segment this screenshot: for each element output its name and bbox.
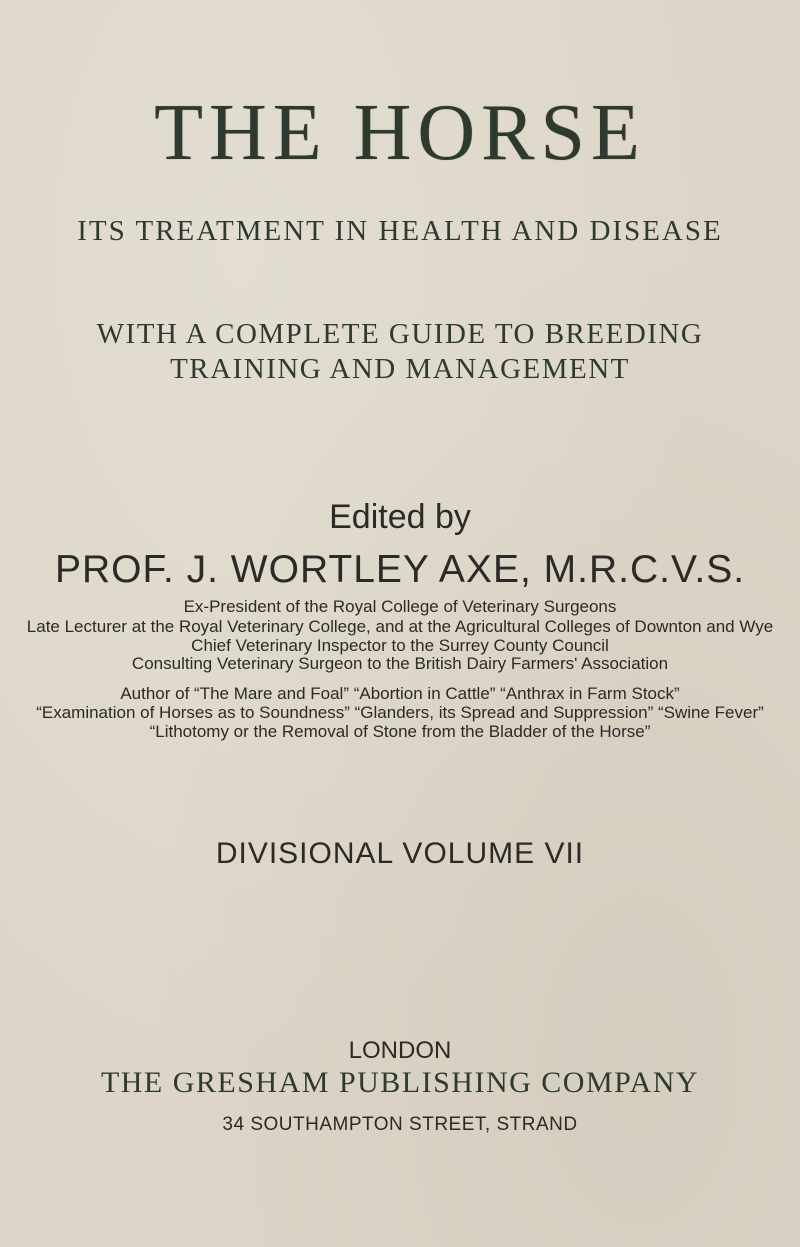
credential-line: Late Lecturer at the Royal Veterinary College, and at the Agricultural Colleges of Downton and Wye (26, 617, 774, 636)
credential-line: Chief Veterinary Inspector to the Surrey County Council (191, 636, 609, 655)
authorship-line: “Lithotomy or the Removal of Stone from the Bladder of the Horse” (149, 722, 651, 741)
imprint-publisher: THE GRESHAM PUBLISHING COMPANY (100, 1066, 700, 1099)
volume-label: DIVISIONAL VOLUME VII (215, 837, 585, 870)
book-title: THE HORSE (154, 89, 646, 177)
guide-line-1: WITH A COMPLETE GUIDE TO BREEDING (96, 318, 704, 350)
credential-line: Consulting Veterinary Surgeon to the British Dairy Farmers' Association (131, 654, 669, 673)
imprint-city: LONDON (348, 1037, 452, 1064)
authorship-line: “Examination of Horses as to Soundness” “Glanders, its Spread and Suppression” “Swine Fever” (36, 703, 764, 722)
edited-by-label: Edited by (329, 498, 471, 536)
credential-line: Ex-President of the Royal College of Veterinary Surgeons (183, 597, 617, 616)
authorship-line: Author of “The Mare and Foal” “Abortion in Cattle” “Anthrax in Farm Stock” (120, 684, 680, 703)
guide-line-2: TRAINING AND MANAGEMENT (170, 353, 630, 385)
imprint-address: 34 SOUTHAMPTON STREET, STRAND (222, 1114, 578, 1135)
book-subtitle: ITS TREATMENT IN HEALTH AND DISEASE (77, 215, 723, 247)
editor-name: PROF. J. WORTLEY AXE, M.R.C.V.S. (54, 548, 746, 591)
